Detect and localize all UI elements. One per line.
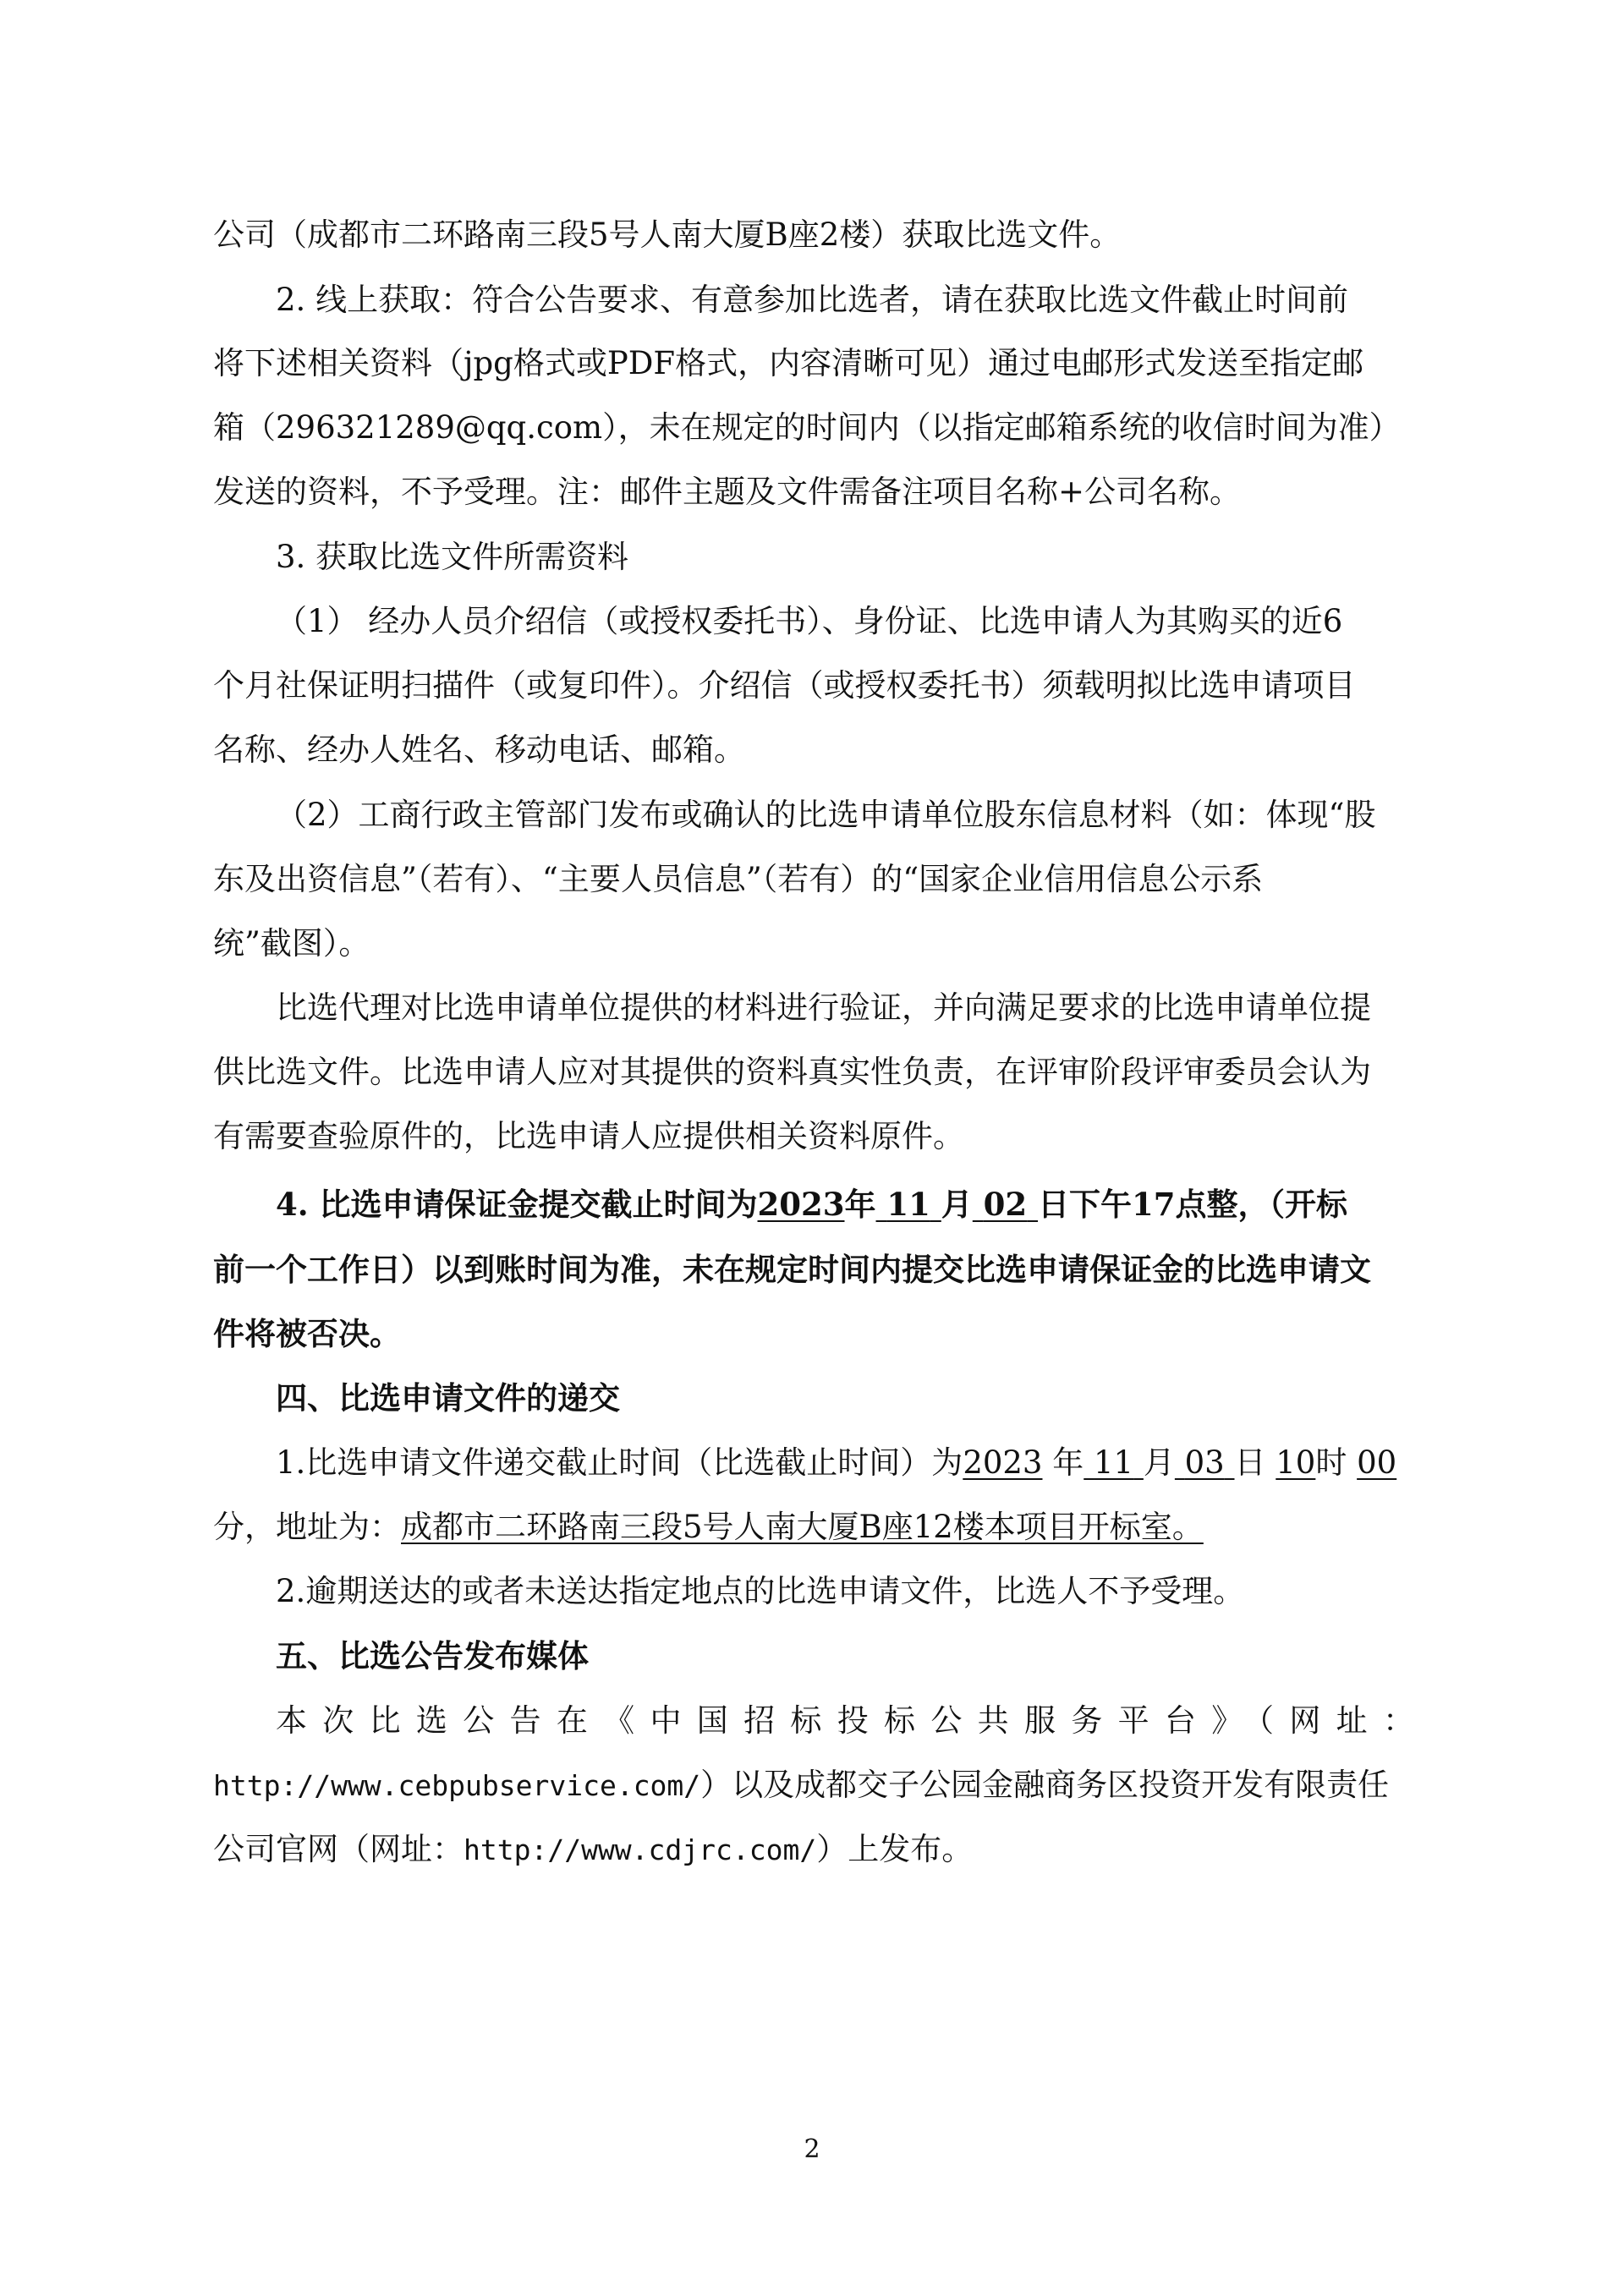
deposit-month: 11 (886, 1186, 930, 1223)
paragraph-line: http://www.cebpubservice.com/）以及成都交子公园金融商务区投资开发有限责任 (213, 1767, 1390, 1803)
deposit-deadline-line: 件将被否决。 (213, 1315, 401, 1352)
paragraph-line: 供比选文件。比选申请人应对其提供的资料真实性负责，在评审阶段评审委员会认为 (213, 1054, 1371, 1090)
submission-address: 成都市二环路南三段5号人南大厦B座12楼本项目开标室。 (401, 1509, 1204, 1545)
deposit-deadline-line: 前一个工作日）以到账时间为准，未在规定时间内提交比选申请保证金的比选申请文 (213, 1251, 1371, 1288)
submission-year: 2023 (963, 1444, 1043, 1481)
paragraph-line: （1） 经办人员介绍信（或授权委托书）、身份证、比选申请人为其购买的近6 (276, 603, 1343, 639)
paragraph-line: 东及出资信息”（若有）、“主要人员信息”（若有）的“国家企业信用信息公示系 (213, 861, 1264, 897)
paragraph-line: 公司官网（网址：http://www.cdjrc.com/）上发布。 (213, 1831, 974, 1867)
submission-minute: 00 (1357, 1444, 1397, 1481)
paragraph-line: 2. 线上获取：符合公告要求、有意参加比选者，请在获取比选文件截止时间前 (276, 282, 1349, 318)
submission-deadline-line: 1.比选申请文件递交截止时间（比选截止时间）为2023 年 11 月 03 日 10时 00 (276, 1444, 1397, 1481)
url-link[interactable]: http://www.cebpubservice.com/ (213, 1769, 701, 1802)
deposit-year: 2023 (757, 1186, 845, 1223)
paragraph-line: 发送的资料，不予受理。注：邮件主题及文件需备注项目名称+公司名称。 (213, 474, 1241, 510)
paragraph-line: 比选代理对比选申请单位提供的材料进行验证，并向满足要求的比选申请单位提 (276, 989, 1371, 1026)
paragraph-line: 有需要查验原件的，比选申请人应提供相关资料原件。 (213, 1118, 964, 1154)
paragraph-line: 名称、经办人姓名、移动电话、邮箱。 (213, 732, 745, 768)
paragraph-line: 将下述相关资料（jpg格式或PDF格式，内容清晰可见）通过电邮形式发送至指定邮 (213, 345, 1364, 381)
paragraph-line: 公司（成都市二环路南三段5号人南大厦B座2楼）获取比选文件。 (213, 216, 1122, 253)
submission-day: 03 (1184, 1444, 1225, 1481)
paragraph-line: 箱（296321289@qq.com），未在规定的时间内（以指定邮箱系统的收信时间为准） (213, 409, 1401, 446)
submission-address-line: 分，地址为：成都市二环路南三段5号人南大厦B座12楼本项目开标室。 (213, 1509, 1204, 1545)
page-number: 2 (804, 2134, 820, 2164)
section-heading: 五、比选公告发布媒体 (276, 1637, 589, 1674)
paragraph-line: 本次比选公告在《中国招标投标公共服务平台》（网址： (276, 1702, 1414, 1739)
deposit-day: 02 (983, 1186, 1028, 1223)
paragraph-line: 统”截图）。 (213, 925, 370, 962)
paragraph-line: 2.逾期送达的或者未送达指定地点的比选申请文件，比选人不予受理。 (276, 1573, 1245, 1609)
submission-hour: 10 (1276, 1444, 1316, 1481)
paragraph-line: 3. 获取比选文件所需资料 (276, 539, 629, 575)
url-link[interactable]: http://www.cdjrc.com/ (464, 1833, 817, 1866)
paragraph-line: （2）工商行政主管部门发布或确认的比选申请单位股东信息材料（如：体现“股 (276, 797, 1376, 833)
paragraph-line: 个月社保证明扫描件（或复印件）。介绍信（或授权委托书）须载明拟比选申请项目 (213, 667, 1356, 704)
submission-month: 11 (1094, 1444, 1134, 1481)
section-heading: 四、比选申请文件的递交 (276, 1379, 620, 1417)
deposit-deadline-line: 4. 比选申请保证金提交截止时间为2023年 11 月 02 日下午17点整，（开标 (276, 1186, 1348, 1223)
